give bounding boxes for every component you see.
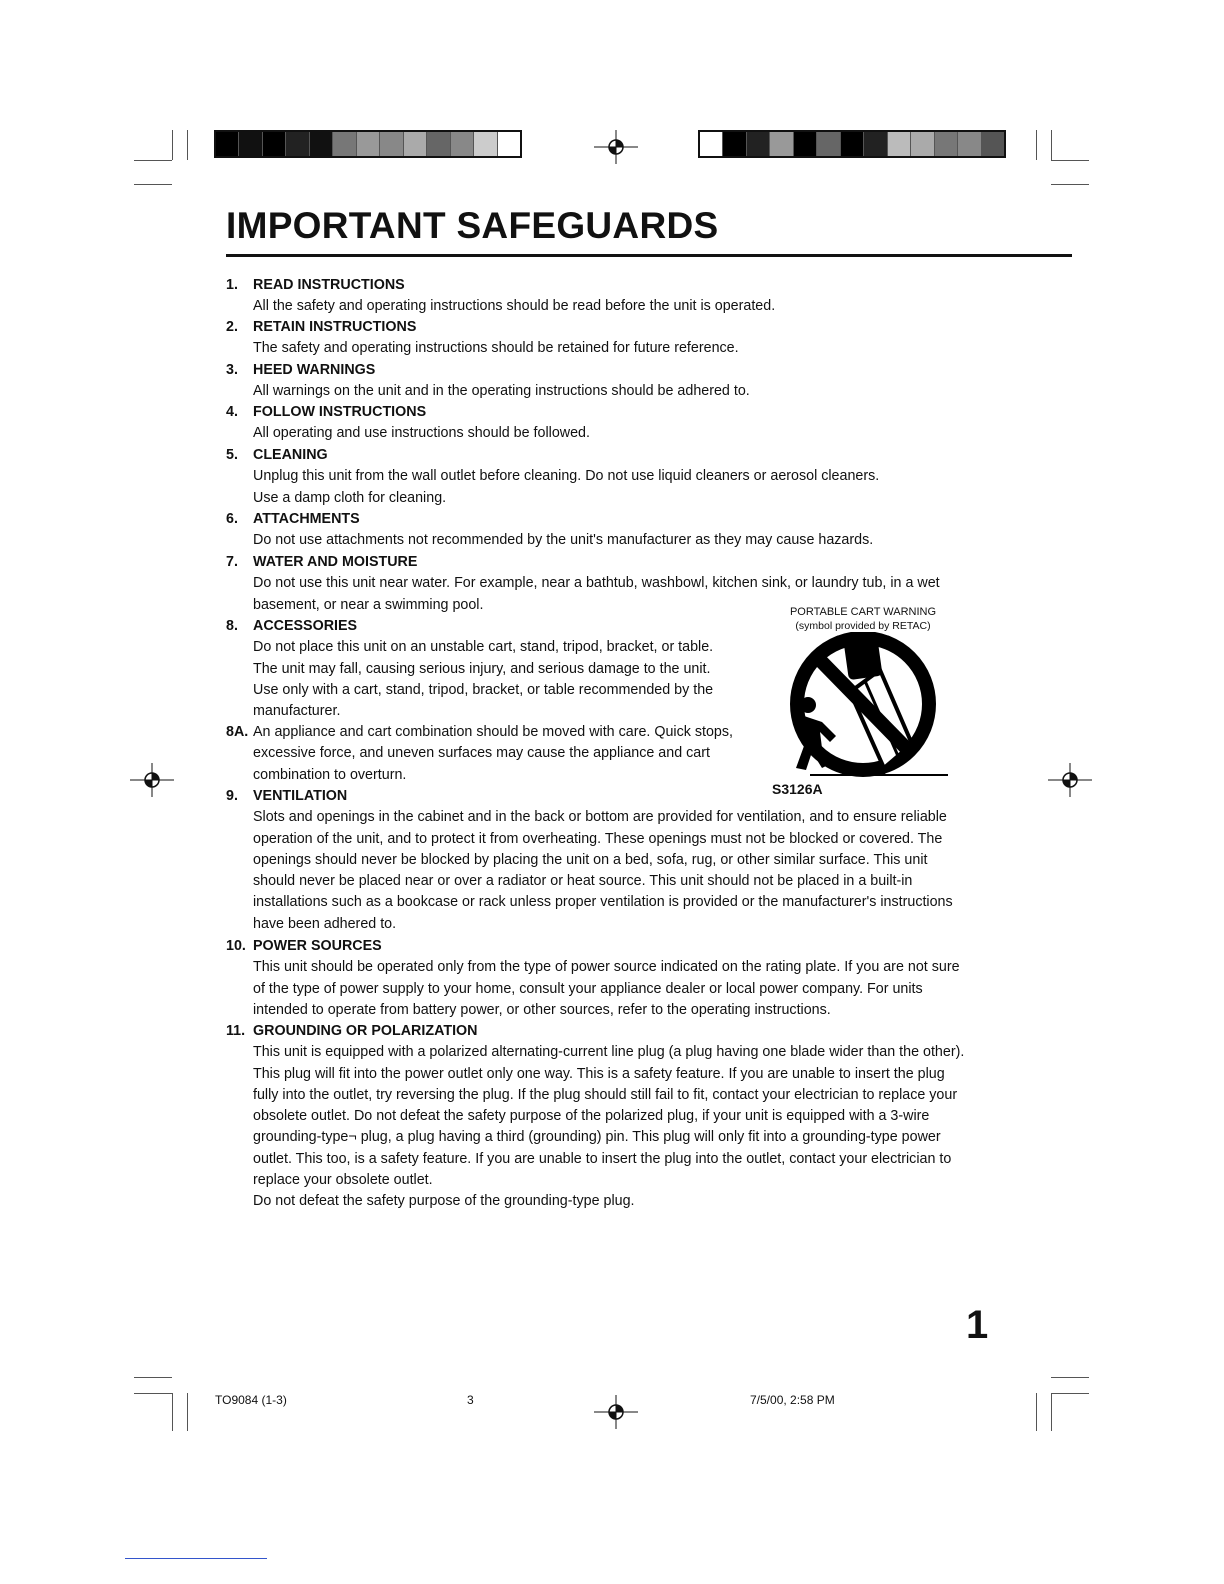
page-title: IMPORTANT SAFEGUARDS <box>226 205 719 246</box>
item-number: 10. <box>226 938 246 954</box>
item-number: 11. <box>226 1023 246 1039</box>
item-text: outlet. This too, is a safety feature. If you are unable to insert the plug into the outlet, contact your electrician to <box>253 1150 952 1167</box>
item-heading: HEED WARNINGS <box>253 362 376 378</box>
safeguard-item <box>226 786 1006 935</box>
item-heading: POWER SOURCES <box>253 938 382 954</box>
footer-doc-id: TO9084 (1-3) <box>215 1393 287 1407</box>
registration-target-icon <box>1048 763 1092 797</box>
cart-warning-credit: (symbol provided by RETAC) <box>795 620 931 632</box>
title-rule <box>226 254 1072 257</box>
item-text: Slots and openings in the cabinet and in the back or bottom are provided for ventilation, and to ensure reliable <box>253 809 947 826</box>
item-text: This unit is equipped with a polarized alternating-current line plug (a plug having one blade wider than the other). <box>253 1044 965 1061</box>
item-text: openings should never be blocked by placing the unit on a bed, sofa, rug, or other similar surface. This unit <box>253 851 928 868</box>
cart-warning-code: S3126A <box>772 781 823 797</box>
item-heading: ATTACHMENTS <box>253 511 360 527</box>
item-heading: RETAIN INSTRUCTIONS <box>253 319 417 335</box>
safeguard-item <box>226 936 1006 1021</box>
item-text: intended to operate from battery power, or other sources, refer to the operating instructions. <box>253 1001 831 1018</box>
item-number: 5. <box>226 447 238 463</box>
item-heading: FOLLOW INSTRUCTIONS <box>253 404 427 420</box>
item-text: replace your obsolete outlet. <box>253 1172 433 1189</box>
item-text: Use a damp cloth for cleaning. <box>253 489 447 506</box>
item-heading: WATER AND MOISTURE <box>253 554 418 570</box>
item-number: 6. <box>226 511 238 527</box>
item-text: Unplug this unit from the wall outlet before cleaning. Do not use liquid cleaners or aerosol cleaners. <box>253 468 880 485</box>
safeguard-item <box>226 616 756 722</box>
item-text: This unit should be operated only from the type of power source indicated on the rating plate. If you are not sure <box>253 959 960 976</box>
item-text: manufacturer. <box>253 703 341 720</box>
item-text: of the type of power supply to your home, consult your appliance dealer or local power company. For units <box>253 980 923 997</box>
footer-sheet: 3 <box>467 1393 474 1407</box>
item-text: All warnings on the unit and in the operating instructions should be adhered to. <box>253 383 750 400</box>
item-number: 9. <box>226 788 238 804</box>
bottom-rule <box>125 1558 267 1559</box>
safeguard-item <box>226 317 1006 360</box>
footer-datetime: 7/5/00, 2:58 PM <box>750 1393 835 1407</box>
item-text: The safety and operating instructions should be retained for future reference. <box>253 340 739 357</box>
item-text: grounding-type¬ plug, a plug having a third (grounding) pin. This plug will only fit into a grounding-type power <box>253 1129 941 1146</box>
item-text: Do not use attachments not recommended by the unit's manufacturer as they may cause hazards. <box>253 532 874 549</box>
item-number: 3. <box>226 362 238 378</box>
registration-target-icon <box>594 130 638 164</box>
item-text: This plug will fit into the power outlet only one way. This is a safety feature. If you are unable to insert the plug <box>253 1065 945 1082</box>
cart-tip-over-warning-icon <box>780 632 952 784</box>
item-text: An appliance and cart combination should be moved with care. Quick stops, <box>253 724 734 740</box>
safeguard-item <box>226 509 1006 552</box>
item-text: Do not place this unit on an unstable cart, stand, tripod, bracket, or table. <box>253 639 714 656</box>
registration-target-icon <box>130 763 174 797</box>
registration-target-icon <box>594 1395 638 1429</box>
item-text: fully into the outlet, try reversing the plug. If the plug should still fail to fit, contact your electrician to replace your <box>253 1086 958 1103</box>
item-text: All the safety and operating instructions should be read before the unit is operated. <box>253 298 776 315</box>
item-text: operation of the unit, and to protect it from overheating. These openings must not be blocked or covered. The <box>253 830 943 847</box>
safeguard-item <box>226 360 1006 403</box>
item-number: 1. <box>226 277 238 293</box>
safeguard-item <box>226 275 1006 318</box>
item-text: basement, or near a swimming pool. <box>253 596 484 613</box>
safeguard-item <box>226 402 1006 445</box>
page-number: 1 <box>966 1303 989 1347</box>
item-text: installations such as a bookcase or rack unless proper ventilation is provided or the manufacturer's instructions <box>253 894 953 911</box>
item-heading: VENTILATION <box>253 788 348 804</box>
cart-warning-title: PORTABLE CART WARNING <box>789 606 937 618</box>
item-number: 7. <box>226 554 238 570</box>
item-heading: GROUNDING OR POLARIZATION <box>253 1023 478 1039</box>
safeguard-item <box>226 1021 1016 1213</box>
item-text: combination to overturn. <box>253 766 407 783</box>
safeguard-item <box>226 445 1006 509</box>
safeguard-item <box>226 722 756 786</box>
item-number: 2. <box>226 319 238 335</box>
item-text: All operating and use instructions should be followed. <box>253 425 590 442</box>
item-text: have been adhered to. <box>253 915 397 932</box>
item-number: 4. <box>226 404 238 420</box>
item-text: The unit may fall, causing serious injury, and serious damage to the unit. <box>253 660 711 677</box>
calibration-bar-right <box>698 130 1006 158</box>
calibration-bar-left <box>214 130 522 158</box>
item-number: 8A. <box>226 724 249 740</box>
item-text: Use only with a cart, stand, tripod, bracket, or table recommended by the <box>253 681 714 698</box>
item-heading: READ INSTRUCTIONS <box>253 277 405 293</box>
item-heading: ACCESSORIES <box>253 618 358 634</box>
item-text: Do not use this unit near water. For example, near a bathtub, washbowl, kitchen sink, or laundry tub, in a wet <box>253 575 940 592</box>
item-text: excessive force, and uneven surfaces may cause the appliance and cart <box>253 745 710 762</box>
item-number: 8. <box>226 618 238 634</box>
item-text: obsolete outlet. Do not defeat the safety purpose of the polarized plug, if your unit is equipped with a 3-wire <box>253 1108 930 1125</box>
item-heading: CLEANING <box>253 447 328 463</box>
item-text: Do not defeat the safety purpose of the grounding-type plug. <box>253 1193 635 1210</box>
item-text: should never be placed near or over a radiator or heat source. This unit should not be placed in a built-in <box>253 873 913 890</box>
